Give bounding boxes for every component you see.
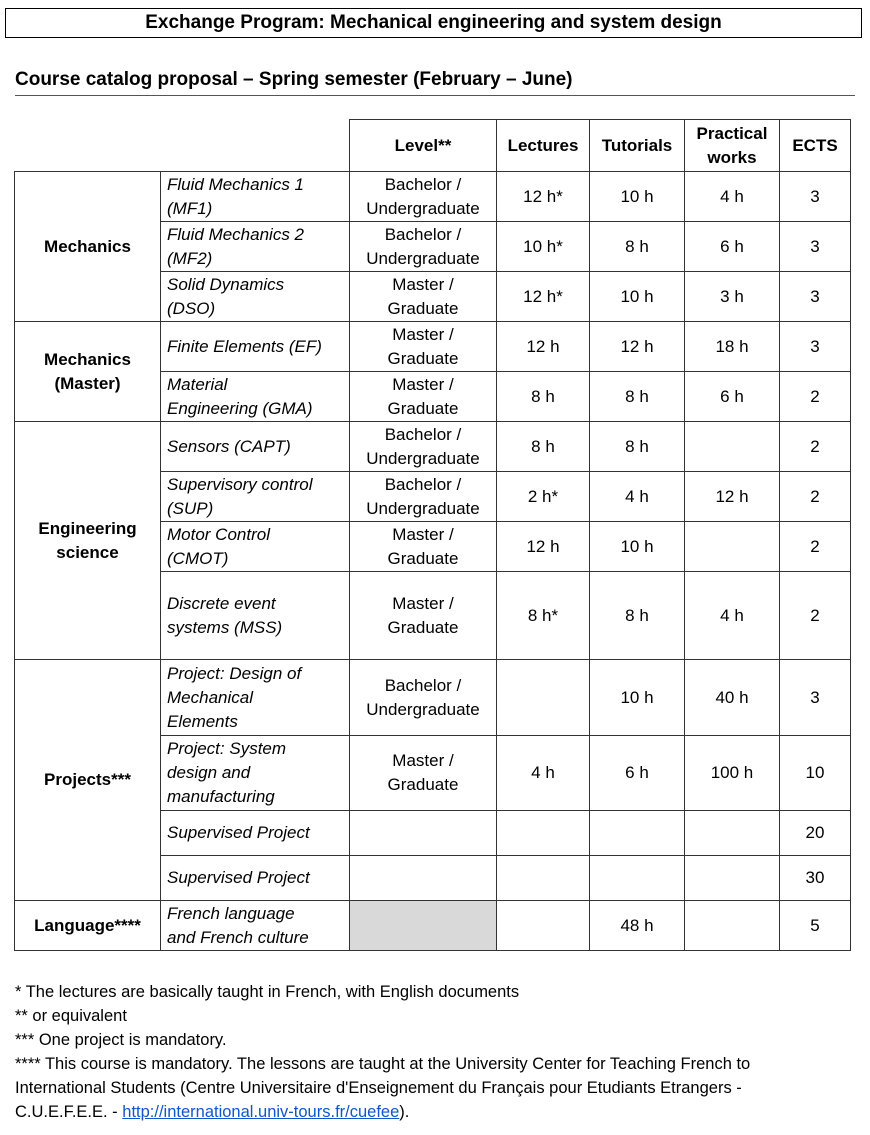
course-ects: 2 xyxy=(780,472,851,522)
course-ects: 10 xyxy=(780,736,851,811)
footnote-language: **** This course is mandatory. The lessons are taught at the University Center for Teaching French to International Students (Centre Universitaire d'Enseignement du Français pour Etudiants Etrangers - C.U.E.F.E.E. - http://international.univ-tours.fr/cuefee). xyxy=(15,1055,751,1121)
course-lectures: 10 h* xyxy=(497,222,590,272)
course-ects: 3 xyxy=(780,172,851,222)
course-name: Fluid Mechanics 2 (MF2) xyxy=(161,222,350,272)
header-ects: ECTS xyxy=(780,120,851,172)
course-ects: 2 xyxy=(780,372,851,422)
course-name: Fluid Mechanics 1 (MF1) xyxy=(161,172,350,222)
course-practical: 18 h xyxy=(685,322,780,372)
course-practical: 4 h xyxy=(685,572,780,660)
course-level: Bachelor / Undergraduate xyxy=(350,472,497,522)
course-practical xyxy=(685,422,780,472)
course-tutorials: 48 h xyxy=(590,901,685,951)
document-title: Exchange Program: Mechanical engineering and system design xyxy=(5,8,862,38)
group-mechanics-master: Mechanics (Master) xyxy=(15,322,161,422)
group-language: Language**** xyxy=(15,901,161,951)
course-tutorials xyxy=(590,856,685,901)
course-ects: 3 xyxy=(780,322,851,372)
course-name: Supervised Project xyxy=(161,811,350,856)
course-name: Supervised Project xyxy=(161,856,350,901)
course-name: Supervisory control (SUP) xyxy=(161,472,350,522)
course-practical xyxy=(685,856,780,901)
group-engineering-science: Engineering science xyxy=(15,422,161,660)
course-practical: 3 h xyxy=(685,272,780,322)
course-tutorials xyxy=(590,811,685,856)
course-lectures: 12 h xyxy=(497,522,590,572)
course-lectures: 12 h* xyxy=(497,172,590,222)
course-tutorials: 10 h xyxy=(590,522,685,572)
course-ects: 3 xyxy=(780,222,851,272)
course-ects: 20 xyxy=(780,811,851,856)
course-tutorials: 8 h xyxy=(590,572,685,660)
course-name: Discrete event systems (MSS) xyxy=(161,572,350,660)
course-lectures xyxy=(497,660,590,736)
course-tutorials: 10 h xyxy=(590,660,685,736)
course-tutorials: 8 h xyxy=(590,222,685,272)
course-practical: 100 h xyxy=(685,736,780,811)
course-lectures: 12 h* xyxy=(497,272,590,322)
course-ects: 3 xyxy=(780,660,851,736)
course-tutorials: 8 h xyxy=(590,422,685,472)
course-practical xyxy=(685,901,780,951)
header-practical: Practical works xyxy=(685,120,780,172)
course-level: Bachelor / Undergraduate xyxy=(350,222,497,272)
course-lectures: 8 h* xyxy=(497,572,590,660)
course-ects: 5 xyxy=(780,901,851,951)
course-name: Solid Dynamics (DSO) xyxy=(161,272,350,322)
course-lectures: 8 h xyxy=(497,372,590,422)
course-ects: 3 xyxy=(780,272,851,322)
course-level: Master / Graduate xyxy=(350,372,497,422)
course-level: Master / Graduate xyxy=(350,522,497,572)
course-name: Material Engineering (GMA) xyxy=(161,372,350,422)
course-lectures: 8 h xyxy=(497,422,590,472)
course-level: Master / Graduate xyxy=(350,322,497,372)
header-lectures: Lectures xyxy=(497,120,590,172)
table-row xyxy=(15,322,851,372)
course-catalog-table xyxy=(14,119,851,951)
course-ects: 2 xyxy=(780,422,851,472)
header-tutorials: Tutorials xyxy=(590,120,685,172)
course-practical xyxy=(685,522,780,572)
course-lectures xyxy=(497,901,590,951)
course-name: French language and French culture xyxy=(161,901,350,951)
footnote-level: ** or equivalent xyxy=(15,1007,127,1025)
course-name: Project: Design of Mechanical Elements xyxy=(161,660,350,736)
course-tutorials: 10 h xyxy=(590,172,685,222)
footnote-lectures: * The lectures are basically taught in French, with English documents xyxy=(15,983,520,1001)
course-practical xyxy=(685,811,780,856)
course-ects: 2 xyxy=(780,572,851,660)
course-lectures: 4 h xyxy=(497,736,590,811)
course-level: Master / Graduate xyxy=(350,572,497,660)
course-tutorials: 8 h xyxy=(590,372,685,422)
course-level: Bachelor / Undergraduate xyxy=(350,660,497,736)
footnote-projects: *** One project is mandatory. xyxy=(15,1031,227,1049)
course-lectures xyxy=(497,811,590,856)
cuefee-link[interactable]: http://international.univ-tours.fr/cuefee xyxy=(122,1103,400,1121)
footnotes xyxy=(15,980,865,1124)
table-row xyxy=(15,660,851,736)
course-name: Project: System design and manufacturing xyxy=(161,736,350,811)
course-tutorials: 4 h xyxy=(590,472,685,522)
course-lectures: 12 h xyxy=(497,322,590,372)
course-level xyxy=(350,856,497,901)
course-level: Master / Graduate xyxy=(350,736,497,811)
course-tutorials: 12 h xyxy=(590,322,685,372)
course-name: Sensors (CAPT) xyxy=(161,422,350,472)
course-practical: 40 h xyxy=(685,660,780,736)
course-level: Master / Graduate xyxy=(350,272,497,322)
course-ects: 2 xyxy=(780,522,851,572)
group-projects: Projects*** xyxy=(15,660,161,901)
course-level: Bachelor / Undergraduate xyxy=(350,172,497,222)
course-tutorials: 10 h xyxy=(590,272,685,322)
header-row xyxy=(15,120,851,172)
course-tutorials: 6 h xyxy=(590,736,685,811)
course-practical: 6 h xyxy=(685,372,780,422)
course-name: Motor Control (CMOT) xyxy=(161,522,350,572)
course-name: Finite Elements (EF) xyxy=(161,322,350,372)
course-practical: 12 h xyxy=(685,472,780,522)
course-level-shaded xyxy=(350,901,497,951)
table-row xyxy=(15,901,851,951)
table-row xyxy=(15,172,851,222)
header-blank xyxy=(15,120,350,172)
course-lectures: 2 h* xyxy=(497,472,590,522)
course-practical: 4 h xyxy=(685,172,780,222)
header-level: Level** xyxy=(350,120,497,172)
group-mechanics: Mechanics xyxy=(15,172,161,322)
course-lectures xyxy=(497,856,590,901)
course-practical: 6 h xyxy=(685,222,780,272)
catalog-subtitle: Course catalog proposal – Spring semester (February – June) xyxy=(15,67,855,96)
course-level xyxy=(350,811,497,856)
course-level: Bachelor / Undergraduate xyxy=(350,422,497,472)
course-ects: 30 xyxy=(780,856,851,901)
table-row xyxy=(15,422,851,472)
